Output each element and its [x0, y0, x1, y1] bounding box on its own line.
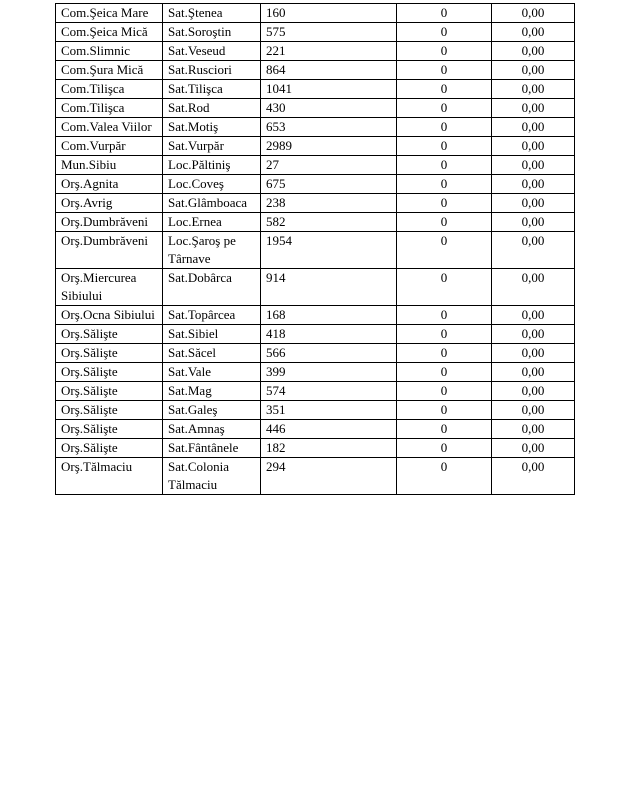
population-cell: 575 — [261, 23, 397, 42]
value-cell: 0 — [397, 137, 492, 156]
amount-cell: 0,00 — [492, 401, 575, 420]
population-cell: 351 — [261, 401, 397, 420]
table-row — [56, 118, 575, 137]
amount-cell: 0,00 — [492, 42, 575, 61]
locality-cell: Sat.Dobârca — [163, 269, 261, 306]
table-row — [56, 137, 575, 156]
population-cell: 238 — [261, 194, 397, 213]
locality-cell: Loc.Păltiniş — [163, 156, 261, 175]
table-row — [56, 213, 575, 232]
amount-cell: 0,00 — [492, 118, 575, 137]
value-cell: 0 — [397, 175, 492, 194]
population-cell: 914 — [261, 269, 397, 306]
commune-cell: Orş.Sălişte — [56, 439, 163, 458]
commune-cell: Com.Şeica Mică — [56, 23, 163, 42]
value-cell: 0 — [397, 118, 492, 137]
commune-cell: Orş.Sălişte — [56, 420, 163, 439]
value-cell: 0 — [397, 325, 492, 344]
table-row — [56, 99, 575, 118]
amount-cell: 0,00 — [492, 382, 575, 401]
localities-table — [55, 3, 575, 495]
commune-cell: Com.Valea Viilor — [56, 118, 163, 137]
amount-cell: 0,00 — [492, 213, 575, 232]
population-cell: 221 — [261, 42, 397, 61]
table-row — [56, 306, 575, 325]
population-cell: 168 — [261, 306, 397, 325]
value-cell: 0 — [397, 232, 492, 269]
table-row — [56, 4, 575, 23]
value-cell: 0 — [397, 363, 492, 382]
locality-cell: Sat.Colonia Tălmaciu — [163, 458, 261, 495]
commune-cell: Com.Şeica Mare — [56, 4, 163, 23]
locality-cell: Sat.Veseud — [163, 42, 261, 61]
value-cell: 0 — [397, 458, 492, 495]
amount-cell: 0,00 — [492, 156, 575, 175]
locality-cell: Sat.Fântânele — [163, 439, 261, 458]
value-cell: 0 — [397, 4, 492, 23]
commune-cell: Mun.Sibiu — [56, 156, 163, 175]
population-cell: 675 — [261, 175, 397, 194]
amount-cell: 0,00 — [492, 194, 575, 213]
commune-cell: Orş.Sălişte — [56, 325, 163, 344]
table-row — [56, 325, 575, 344]
table-row — [56, 420, 575, 439]
commune-cell: Orş.Dumbrăveni — [56, 213, 163, 232]
population-cell: 27 — [261, 156, 397, 175]
value-cell: 0 — [397, 344, 492, 363]
table-row — [56, 269, 575, 306]
table-row — [56, 439, 575, 458]
amount-cell: 0,00 — [492, 306, 575, 325]
locality-cell: Sat.Soroştin — [163, 23, 261, 42]
amount-cell: 0,00 — [492, 232, 575, 269]
value-cell: 0 — [397, 420, 492, 439]
amount-cell: 0,00 — [492, 269, 575, 306]
amount-cell: 0,00 — [492, 420, 575, 439]
population-cell: 864 — [261, 61, 397, 80]
table-row — [56, 23, 575, 42]
locality-cell: Sat.Tilişca — [163, 80, 261, 99]
commune-cell: Orş.Ocna Sibiului — [56, 306, 163, 325]
population-cell: 430 — [261, 99, 397, 118]
value-cell: 0 — [397, 23, 492, 42]
value-cell: 0 — [397, 306, 492, 325]
population-cell: 574 — [261, 382, 397, 401]
population-cell: 399 — [261, 363, 397, 382]
commune-cell: Orş.Agnita — [56, 175, 163, 194]
locality-cell: Sat.Rod — [163, 99, 261, 118]
commune-cell: Com.Vurpăr — [56, 137, 163, 156]
table-row — [56, 80, 575, 99]
table-row — [56, 175, 575, 194]
table-row — [56, 42, 575, 61]
table-row — [56, 363, 575, 382]
amount-cell: 0,00 — [492, 439, 575, 458]
value-cell: 0 — [397, 439, 492, 458]
amount-cell: 0,00 — [492, 325, 575, 344]
value-cell: 0 — [397, 99, 492, 118]
commune-cell: Com.Tilişca — [56, 99, 163, 118]
value-cell: 0 — [397, 269, 492, 306]
locality-cell: Sat.Motiş — [163, 118, 261, 137]
population-cell: 418 — [261, 325, 397, 344]
population-cell: 566 — [261, 344, 397, 363]
locality-cell: Sat.Glâmboaca — [163, 194, 261, 213]
locality-cell: Sat.Mag — [163, 382, 261, 401]
commune-cell: Com.Slimnic — [56, 42, 163, 61]
amount-cell: 0,00 — [492, 175, 575, 194]
table-row — [56, 156, 575, 175]
population-cell: 2989 — [261, 137, 397, 156]
commune-cell: Orş.Sălişte — [56, 382, 163, 401]
locality-cell: Sat.Săcel — [163, 344, 261, 363]
locality-cell: Loc.Şaroş pe Târnave — [163, 232, 261, 269]
value-cell: 0 — [397, 194, 492, 213]
commune-cell: Orş.Dumbrăveni — [56, 232, 163, 269]
commune-cell: Orş.Avrig — [56, 194, 163, 213]
locality-cell: Sat.Amnaş — [163, 420, 261, 439]
amount-cell: 0,00 — [492, 61, 575, 80]
population-cell: 446 — [261, 420, 397, 439]
population-cell: 182 — [261, 439, 397, 458]
locality-cell: Loc.Ernea — [163, 213, 261, 232]
amount-cell: 0,00 — [492, 363, 575, 382]
amount-cell: 0,00 — [492, 80, 575, 99]
population-cell: 160 — [261, 4, 397, 23]
amount-cell: 0,00 — [492, 99, 575, 118]
table-row — [56, 458, 575, 495]
value-cell: 0 — [397, 213, 492, 232]
commune-cell: Orş.Sălişte — [56, 401, 163, 420]
locality-cell: Sat.Galeş — [163, 401, 261, 420]
population-cell: 653 — [261, 118, 397, 137]
locality-cell: Sat.Ştenea — [163, 4, 261, 23]
table-row — [56, 232, 575, 269]
commune-cell: Com.Şura Mică — [56, 61, 163, 80]
value-cell: 0 — [397, 42, 492, 61]
table-row — [56, 194, 575, 213]
commune-cell: Orş.Tălmaciu — [56, 458, 163, 495]
value-cell: 0 — [397, 401, 492, 420]
value-cell: 0 — [397, 382, 492, 401]
amount-cell: 0,00 — [492, 23, 575, 42]
amount-cell: 0,00 — [492, 4, 575, 23]
population-cell: 294 — [261, 458, 397, 495]
population-cell: 1954 — [261, 232, 397, 269]
population-cell: 1041 — [261, 80, 397, 99]
value-cell: 0 — [397, 156, 492, 175]
value-cell: 0 — [397, 80, 492, 99]
table-row — [56, 382, 575, 401]
table-row — [56, 401, 575, 420]
locality-cell: Sat.Vurpăr — [163, 137, 261, 156]
commune-cell: Orş.Miercurea Sibiului — [56, 269, 163, 306]
value-cell: 0 — [397, 61, 492, 80]
amount-cell: 0,00 — [492, 458, 575, 495]
table-row — [56, 61, 575, 80]
table-body — [56, 4, 575, 495]
locality-cell: Sat.Vale — [163, 363, 261, 382]
table-row — [56, 344, 575, 363]
locality-cell: Loc.Coveş — [163, 175, 261, 194]
locality-cell: Sat.Sibiel — [163, 325, 261, 344]
amount-cell: 0,00 — [492, 137, 575, 156]
locality-cell: Sat.Rusciori — [163, 61, 261, 80]
commune-cell: Com.Tilişca — [56, 80, 163, 99]
locality-cell: Sat.Topârcea — [163, 306, 261, 325]
population-cell: 582 — [261, 213, 397, 232]
amount-cell: 0,00 — [492, 344, 575, 363]
commune-cell: Orş.Sălişte — [56, 344, 163, 363]
commune-cell: Orş.Sălişte — [56, 363, 163, 382]
